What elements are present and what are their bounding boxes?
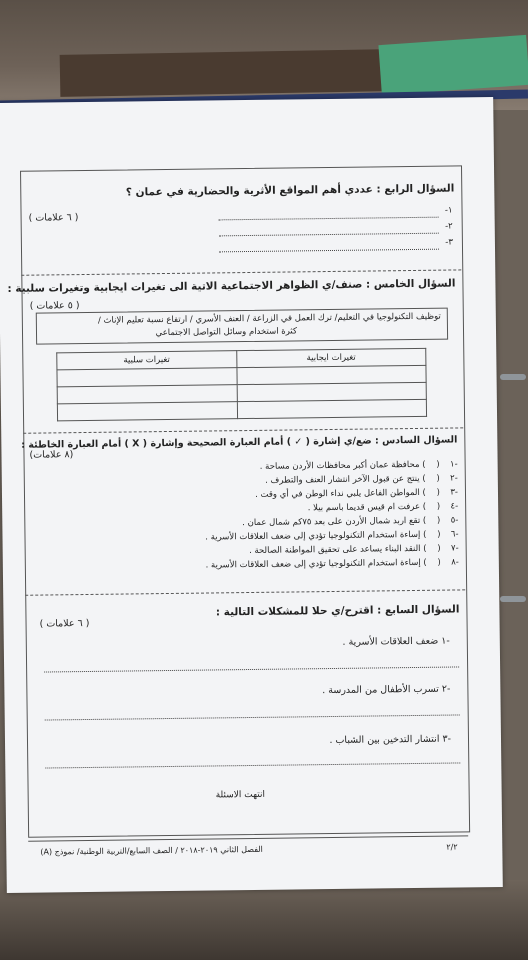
table-cell[interactable] [57, 368, 237, 387]
q6-item-7-text: النقد البناء يساعد على تحقيق المواطنة الصالحة . [248, 543, 421, 557]
table-cell[interactable] [57, 402, 237, 421]
q5-title: السؤال الخامس : صنف/ي الظواهر الاجتماعية الاتية الى تغيرات ايجابية وتغيرات سلبية : [7, 277, 456, 295]
q6-item-5-text: تقع اربد شمال الأردن على بعد ٧٥كم شمال عمان . [242, 515, 421, 529]
q6-item-4-num: -٤ [450, 501, 459, 512]
q6-title: السؤال السادس : ضع/ي إشارة ( ✓ ) أمام العبارة الصحيحة وإشارة ( X ) أمام العبارة الخاطئة : [21, 434, 458, 451]
q4-line-2-num: -٢ [445, 221, 453, 232]
q7-item-1: -١ ضعف العلاقات الأسرية . [342, 635, 450, 648]
q6-item-6-text: إساءة استخدام التكنولوجيا تؤدي إلى ضعف العلاقات الأسرية . [205, 529, 421, 543]
q5-col-negative: تغيرات سلبية [57, 351, 237, 370]
background-board [60, 49, 391, 97]
q4-title: السؤال الرابع : عددي أهم المواقع الأثرية والحضارية في عمان ؟ [125, 182, 455, 199]
q6-item-6: -٦( ) إساءة استخدام التكنولوجيا تؤدي إلى ضعف العلاقات الأسرية . [205, 529, 459, 543]
q4-line-3-num: -٣ [445, 237, 453, 248]
end-of-questions: انتهت الاسئلة [215, 789, 265, 801]
q7-item-3: -٣ انتشار التدخين بين الشباب . [329, 733, 452, 747]
q6-score: (٨ علامات) [29, 449, 74, 461]
q6-item-3-text: المواطن الفاعل يلبي نداء الوطن في أي وقت . [254, 487, 420, 500]
q6-item-7: -٧( ) النقد البناء يساعد على تحقيق المواطنة الصالحة . [248, 543, 459, 557]
table-cell[interactable] [237, 399, 427, 418]
q6-item-1-text: محافظة عمان أكبر محافظات الأردن مساحة . [259, 459, 420, 472]
q5-phenomena-box [36, 308, 448, 345]
q6-item-7-num: -٧ [450, 543, 459, 554]
q5-phenomena-line-1: توظيف التكنولوجيا في التعليم/ ترك العمل في الزراعة / العنف الأسري / ارتفاع نسبة تعليم الإناث / [97, 311, 441, 326]
q6-item-3: -٣( ) المواطن الفاعل يلبي نداء الوطن في أي وقت . [254, 487, 459, 500]
q5-col-positive: تغيرات ايجابية [236, 348, 426, 367]
page-number: ٢/٢ [446, 842, 458, 852]
table-cell[interactable] [57, 385, 237, 404]
binder-ring-top [500, 374, 526, 380]
background-green-object [378, 35, 528, 95]
exam-sheet [0, 97, 503, 893]
footer-text: الفصل الثاني ٢٠١٩-٢٠١٨ / الصف السابع/التربية الوطنية/ نموذج (A) [40, 844, 263, 857]
q6-item-8: -٨( ) إساءة استخدام التكنولوجيا تؤدي إلى ضعف العلاقات الأسرية . [205, 557, 459, 571]
binder-ring-bottom [500, 596, 526, 602]
q6-item-2: -٢( ) ينتج عن قبول الآخر انتشار العنف والتطرف . [265, 473, 458, 486]
q6-item-8-text: إساءة استخدام التكنولوجيا تؤدي إلى ضعف العلاقات الأسرية . [205, 557, 421, 571]
q4-score: ( ٦ علامات ) [28, 212, 79, 224]
q7-score: ( ٦ علامات ) [39, 617, 90, 630]
q6-item-4-text: عرفت ام قيس قديما باسم بيلا . [307, 501, 421, 514]
q5-classification-table [56, 348, 427, 422]
q6-item-4: -٤( ) عرفت ام قيس قديما باسم بيلا . [307, 501, 459, 514]
q6-item-1: -١( ) محافظة عمان أكبر محافظات الأردن مساحة . [259, 459, 458, 472]
q6-item-2-text: ينتج عن قبول الآخر انتشار العنف والتطرف . [265, 473, 420, 486]
q6-item-5: -٥( ) تقع اربد شمال الأردن على بعد ٧٥كم شمال عمان . [242, 515, 459, 529]
q6-item-3-num: -٣ [450, 487, 459, 498]
q6-item-1-num: -١ [449, 459, 458, 470]
q6-item-6-num: -٦ [450, 529, 459, 540]
q6-item-5-num: -٥ [450, 515, 459, 526]
q5-phenomena-line-2: كثرة استخدام وسائل التواصل الاجتماعي [155, 326, 298, 339]
q7-title: السؤال السابع : اقترح/ي حلا للمشكلات التالية : [215, 603, 460, 619]
q7-item-2: -٢ تسرب الأطفال من المدرسة . [322, 683, 451, 697]
q5-score: ( ٥ علامات ) [29, 300, 80, 312]
q6-item-2-num: -٢ [450, 473, 458, 484]
q6-item-8-num: -٨ [451, 557, 459, 568]
q4-line-1-num: -١ [444, 205, 453, 216]
